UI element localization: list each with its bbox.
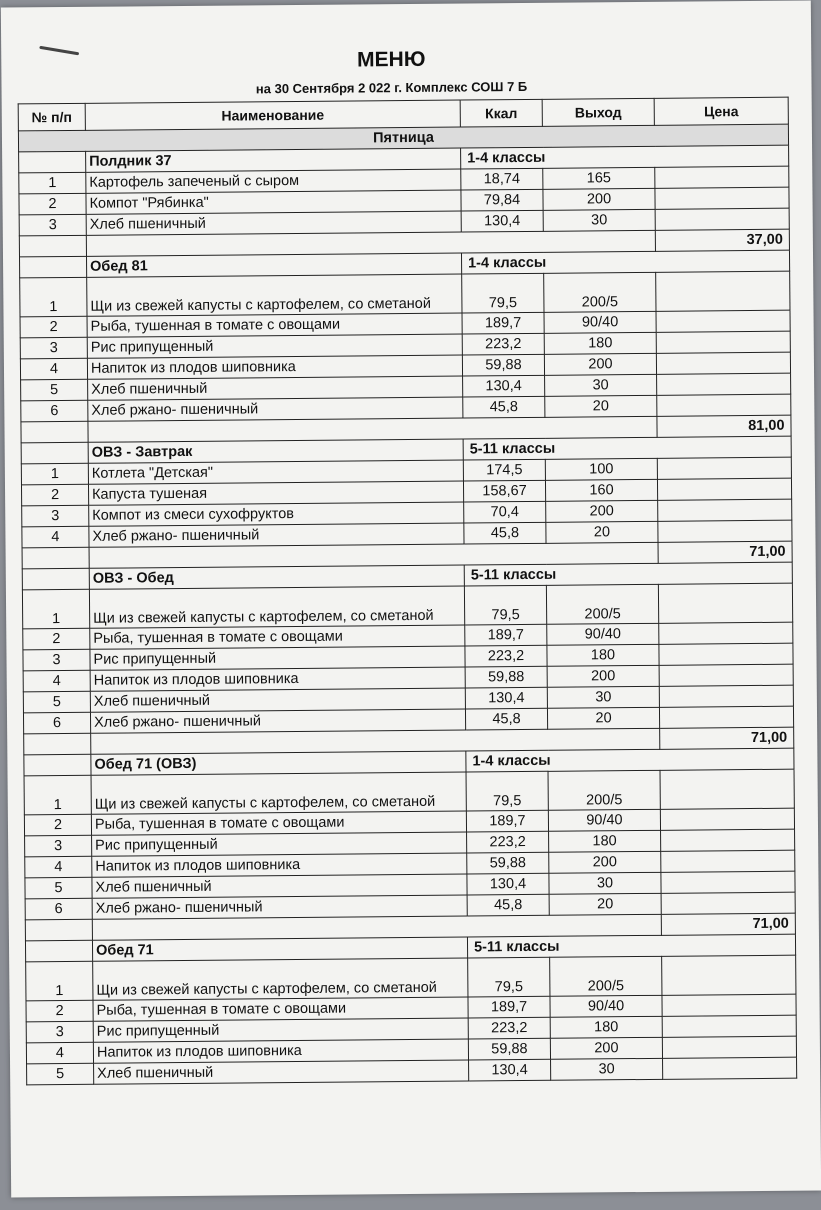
item-name: Рыба, тушенная в томате с овощами (91, 811, 466, 835)
item-output: 30 (551, 1058, 663, 1080)
section-name: Обед 71 (92, 937, 467, 961)
table-row (22, 583, 792, 629)
item-kcal: 45,8 (465, 708, 547, 730)
item-kcal: 79,5 (464, 585, 546, 625)
item-number: 4 (26, 1042, 93, 1064)
item-price-empty (659, 685, 793, 707)
section-total-price: 71,00 (661, 913, 795, 935)
item-price-empty (656, 352, 790, 374)
item-kcal: 189,7 (466, 810, 548, 832)
item-number: 5 (27, 1063, 94, 1085)
item-number: 4 (23, 670, 90, 692)
item-name: Рис припущенный (87, 334, 462, 358)
item-number: 6 (21, 400, 88, 422)
item-output: 180 (550, 1016, 662, 1038)
item-kcal: 79,5 (468, 957, 550, 997)
item-output: 200 (546, 500, 658, 522)
item-output: 20 (545, 395, 657, 417)
item-name: Компот из смеси сухофруктов (89, 502, 464, 526)
item-kcal: 59,88 (462, 354, 544, 376)
item-kcal: 223,2 (462, 333, 544, 355)
item-output: 20 (549, 893, 661, 915)
item-output: 200 (549, 851, 661, 873)
item-kcal: 130,4 (467, 873, 549, 895)
item-output: 30 (543, 209, 655, 231)
item-output: 160 (545, 479, 657, 501)
item-price-empty (658, 499, 792, 521)
item-output: 200 (550, 1037, 662, 1059)
header-num: № п/п (18, 103, 85, 131)
total-num-empty (21, 421, 88, 443)
item-kcal: 130,4 (465, 687, 547, 709)
item-number: 1 (24, 775, 91, 815)
item-name: Рыба, тушенная в томате с овощами (90, 625, 465, 649)
item-name: Хлеб пшеничный (88, 376, 463, 400)
item-number: 1 (19, 172, 86, 194)
menu-subtitle: на 30 Сентября 2 022 г. Комплекс СОШ 7 Б (255, 78, 528, 97)
item-output: 30 (549, 872, 661, 894)
item-kcal: 45,8 (463, 396, 545, 418)
item-kcal: 189,7 (465, 624, 547, 646)
table-row (24, 769, 794, 815)
day-label: Пятница (18, 124, 788, 152)
section-num-empty (22, 568, 89, 590)
item-price-empty (657, 394, 791, 416)
item-name: Компот "Рябинка" (86, 190, 461, 214)
section-name: Полдник 37 (86, 148, 461, 172)
menu-table (18, 97, 798, 1086)
item-name: Котлета "Детская" (88, 460, 463, 484)
item-price-empty (662, 955, 796, 995)
section-num-empty (19, 256, 86, 278)
section-name: ОВЗ - Завтрак (88, 439, 463, 463)
section-grade: 5-11 классы (464, 562, 792, 586)
item-kcal: 189,7 (462, 312, 544, 334)
item-price-empty (656, 271, 790, 311)
item-kcal: 45,8 (464, 522, 546, 544)
item-output: 20 (547, 707, 659, 729)
item-output: 90/40 (550, 995, 662, 1017)
item-kcal: 70,4 (464, 501, 546, 523)
item-price-empty (661, 829, 795, 851)
item-number: 5 (25, 877, 92, 899)
item-name: Щи из свежей капусты с картофелем, со сметаной (87, 274, 462, 316)
item-output: 30 (545, 374, 657, 396)
menu-sheet (1, 0, 821, 1197)
item-number: 4 (20, 358, 87, 380)
item-number: 2 (26, 1000, 93, 1022)
item-number: 2 (20, 316, 87, 338)
item-output: 200/5 (550, 956, 662, 996)
item-output: 30 (547, 686, 659, 708)
item-name: Напиток из плодов шиповника (92, 853, 467, 877)
section-total-price: 71,00 (658, 541, 792, 563)
item-output: 180 (549, 830, 661, 852)
item-kcal: 158,67 (463, 480, 545, 502)
header-kcal: Ккал (460, 99, 542, 127)
item-output: 200/5 (546, 584, 658, 624)
item-number: 1 (21, 463, 88, 485)
item-number: 1 (26, 961, 93, 1001)
section-num-empty (19, 151, 86, 173)
total-num-empty (22, 547, 89, 569)
item-price-empty (663, 1057, 797, 1079)
item-name: Напиток из плодов шиповника (90, 667, 465, 691)
item-price-empty (660, 808, 794, 830)
item-number: 4 (25, 856, 92, 878)
item-price-empty (656, 331, 790, 353)
section-grade: 1-4 классы (466, 748, 794, 772)
total-num-empty (24, 733, 91, 755)
section-grade: 5-11 классы (463, 436, 791, 460)
item-name: Хлеб ржано- пшеничный (90, 709, 465, 733)
item-output: 200/5 (548, 770, 660, 810)
item-price-empty (658, 520, 792, 542)
item-name: Хлеб ржано- пшеничный (89, 523, 464, 547)
item-name: Рыба, тушенная в томате с овощами (93, 997, 468, 1021)
item-name: Щи из свежей капусты с картофелем, со сметаной (91, 772, 466, 814)
item-output: 200 (547, 665, 659, 687)
section-num-empty (21, 442, 88, 464)
item-number: 2 (23, 628, 90, 650)
item-kcal: 79,84 (461, 189, 543, 211)
table-row (26, 955, 796, 1001)
section-num-empty (25, 940, 92, 962)
item-price-empty (660, 769, 794, 809)
item-name: Хлеб ржано- пшеничный (88, 397, 463, 421)
item-price-empty (655, 187, 789, 209)
item-price-empty (655, 166, 789, 188)
item-number: 1 (22, 589, 89, 629)
item-name: Щи из свежей капусты с картофелем, со сметаной (89, 586, 464, 628)
item-kcal: 45,8 (467, 894, 549, 916)
item-kcal: 189,7 (468, 996, 550, 1018)
item-price-empty (659, 706, 793, 728)
section-num-empty (24, 754, 91, 776)
item-name: Щи из свежей капусты с картофелем, со сметаной (93, 958, 468, 1000)
item-price-empty (662, 1036, 796, 1058)
item-number: 2 (21, 484, 88, 506)
total-num-empty (19, 235, 86, 257)
item-price-empty (657, 478, 791, 500)
item-output: 180 (547, 644, 659, 666)
item-output: 200/5 (544, 272, 656, 312)
item-number: 3 (25, 835, 92, 857)
section-name: Обед 71 (ОВЗ) (91, 751, 466, 775)
section-grade: 1-4 классы (461, 145, 789, 169)
item-kcal: 223,2 (467, 831, 549, 853)
section-name: Обед 81 (86, 253, 461, 277)
item-price-empty (657, 373, 791, 395)
item-price-empty (657, 457, 791, 479)
item-name: Хлеб пшеничный (86, 211, 461, 235)
header-name: Наименование (85, 100, 460, 130)
item-kcal: 130,4 (461, 210, 543, 232)
item-name: Рис припущенный (90, 646, 465, 670)
section-name: ОВЗ - Обед (89, 565, 464, 589)
section-total-price: 71,00 (660, 727, 794, 749)
item-number: 2 (19, 193, 86, 215)
item-output: 100 (545, 458, 657, 480)
item-price-empty (661, 850, 795, 872)
item-kcal: 59,88 (465, 666, 547, 688)
item-kcal: 59,88 (467, 852, 549, 874)
item-kcal: 79,5 (466, 771, 548, 811)
item-number: 3 (20, 337, 87, 359)
item-output: 20 (546, 521, 658, 543)
item-name: Хлеб пшеничный (94, 1060, 469, 1084)
table-row (20, 271, 790, 317)
section-total-price: 37,00 (655, 229, 789, 251)
item-number: 3 (26, 1021, 93, 1043)
item-price-empty (662, 1015, 796, 1037)
item-kcal: 18,74 (461, 168, 543, 190)
item-name: Рис припущенный (93, 1018, 468, 1042)
item-price-empty (661, 892, 795, 914)
item-number: 4 (22, 526, 89, 548)
item-name: Хлеб ржано- пшеничный (92, 895, 467, 919)
item-name: Рис припущенный (92, 832, 467, 856)
item-kcal: 174,5 (463, 459, 545, 481)
item-kcal: 223,2 (465, 645, 547, 667)
section-grade: 5-11 классы (467, 934, 795, 958)
item-number: 1 (20, 277, 87, 317)
item-output: 90/40 (547, 623, 659, 645)
item-name: Рыба, тушенная в томате с овощами (87, 313, 462, 337)
item-name: Хлеб пшеничный (92, 874, 467, 898)
item-kcal: 59,88 (468, 1038, 550, 1060)
item-number: 3 (23, 649, 90, 671)
item-number: 6 (23, 712, 90, 734)
item-price-empty (662, 994, 796, 1016)
item-number: 6 (25, 898, 92, 920)
item-price-empty (658, 583, 792, 623)
item-number: 5 (23, 691, 90, 713)
item-output: 90/40 (548, 809, 660, 831)
item-number: 2 (24, 814, 91, 836)
item-number: 3 (22, 505, 89, 527)
item-price-empty (659, 622, 793, 644)
item-output: 165 (543, 167, 655, 189)
section-total-price: 81,00 (657, 415, 791, 437)
item-price-empty (659, 664, 793, 686)
header-price: Цена (654, 97, 788, 125)
item-price-empty (661, 871, 795, 893)
section-grade: 1-4 классы (461, 250, 789, 274)
item-name: Напиток из плодов шиповника (87, 355, 462, 379)
item-name: Напиток из плодов шиповника (93, 1039, 468, 1063)
menu-title: МЕНЮ (357, 47, 426, 72)
item-output: 90/40 (544, 311, 656, 333)
item-kcal: 223,2 (468, 1017, 550, 1039)
item-number: 5 (21, 379, 88, 401)
item-price-empty (656, 310, 790, 332)
item-output: 200 (543, 188, 655, 210)
item-name: Хлеб пшеничный (90, 688, 465, 712)
item-kcal: 130,4 (469, 1059, 551, 1081)
item-price-empty (655, 208, 789, 230)
header-output: Выход (542, 98, 654, 126)
item-output: 200 (544, 353, 656, 375)
item-price-empty (659, 643, 793, 665)
item-kcal: 130,4 (463, 375, 545, 397)
item-name: Картофель запеченый с сыром (86, 169, 461, 193)
total-num-empty (25, 919, 92, 941)
item-number: 3 (19, 214, 86, 236)
item-name: Капуста тушеная (88, 481, 463, 505)
item-kcal: 79,5 (462, 273, 544, 313)
item-output: 180 (544, 332, 656, 354)
